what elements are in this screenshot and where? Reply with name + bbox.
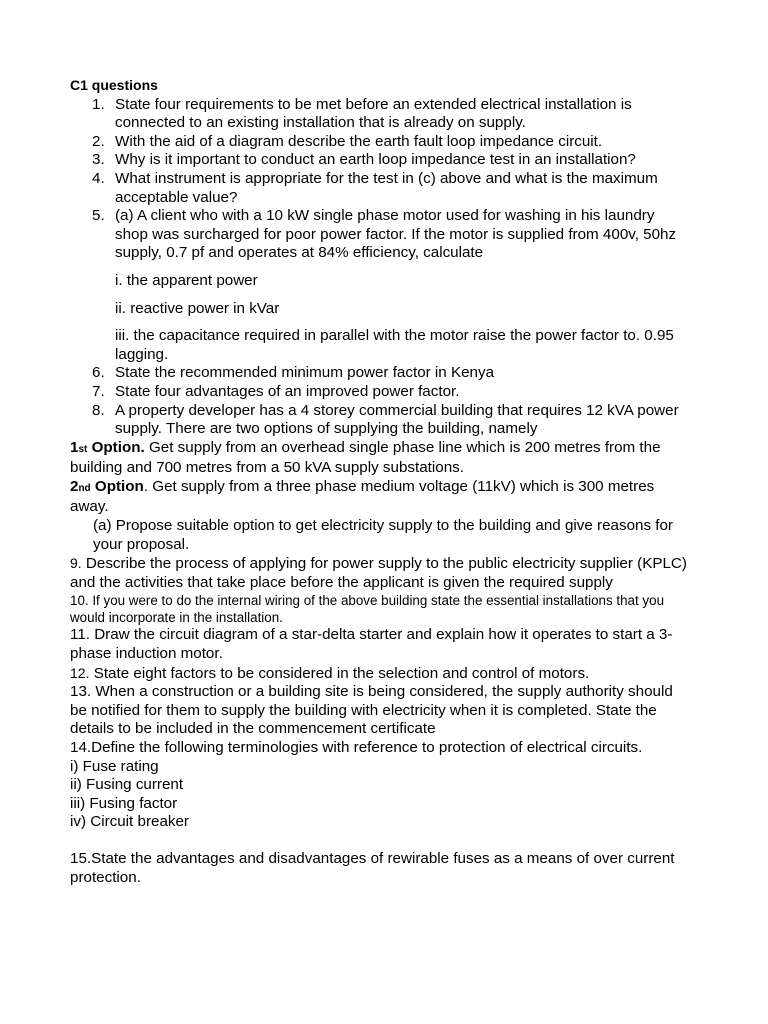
question-4 xyxy=(70,170,690,207)
question-list-1 xyxy=(70,96,690,263)
question-number: 1. xyxy=(92,95,105,113)
question-number: 4. xyxy=(92,169,105,187)
question-3 xyxy=(70,151,690,170)
question-12: 12. State eight factors to be considered in the selection and control of motors. xyxy=(70,664,590,682)
q5-sub-i: i. the apparent power xyxy=(115,271,258,289)
q5-sub-iii: iii. the capacitance required in parallel with the motor raise the power factor to. 0.95 lagging. xyxy=(115,327,674,363)
q5-sub-ii: ii. reactive power in kVar xyxy=(115,299,280,317)
question-10: 10. If you were to do the internal wiring of the above building state the essential installations that you would incorporate in the installation. xyxy=(70,593,665,626)
question-11: 11. Draw the circuit diagram of a star-delta starter and explain how it operates to start a 3-phase induction motor. xyxy=(70,626,673,663)
question-text: State four requirements to be met before an extended electrical installation is connected to an existing installation that is already on supply. xyxy=(115,95,632,132)
question-text: (a) A client who with a 10 kW single phase motor used for washing in his laundry shop was surcharged for poor power factor. If the motor is supplied from 400v, 50hz supply, 0.7 pf and operates at 84% efficiency, calculate xyxy=(115,207,677,262)
option-2: 2nd Option. Get supply from a three phase medium voltage (11kV) which is 300 metres away. xyxy=(70,477,655,516)
question-7 xyxy=(70,383,690,402)
q14-item-2: ii) Fusing current xyxy=(70,776,184,794)
q14-item-1: i) Fuse rating xyxy=(70,757,159,775)
question-text: State four advantages of an improved power factor. xyxy=(115,382,460,400)
page-heading: C1 questions xyxy=(70,77,158,93)
question-6 xyxy=(70,364,690,383)
q14-item-4: iv) Circuit breaker xyxy=(70,813,189,831)
question-8a: (a) Propose suitable option to get electricity supply to the building and give reasons for your proposal. xyxy=(93,517,673,553)
question-15: 15.State the advantages and disadvantages of rewirable fuses as a means of over current protection. xyxy=(70,849,675,886)
q14-item-3: iii) Fusing factor xyxy=(70,794,178,812)
question-number: 6. xyxy=(92,364,105,382)
question-text: A property developer has a 4 storey commercial building that requires 12 kVA power supply. There are two options of supplying the building, namely xyxy=(115,401,679,438)
question-text: With the aid of a diagram describe the earth fault loop impedance circuit. xyxy=(115,132,603,150)
option-1: 1st Option. Get supply from an overhead single phase line which is 200 metres from the building and 700 metres from a 50 kVA supply substations. xyxy=(70,438,661,477)
question-13: 13. When a construction or a building site is being considered, the supply authority should be notified for them to supply the building with electricity when it is completed. State the details to be included in the commencement certificate xyxy=(70,683,673,738)
question-text: Why is it important to conduct an earth loop impedance test in an installation? xyxy=(115,151,636,169)
question-number: 5. xyxy=(92,207,105,225)
question-8 xyxy=(70,402,690,439)
question-list-2 xyxy=(70,364,690,438)
question-14: 14.Define the following terminologies with reference to protection of electrical circuits. xyxy=(70,739,643,756)
question-1 xyxy=(70,96,690,133)
question-text: What instrument is appropriate for the test in (c) above and what is the maximum acceptable value? xyxy=(115,169,658,206)
question-5 xyxy=(70,207,690,263)
document-page xyxy=(70,76,690,887)
question-text: State the recommended minimum power factor in Kenya xyxy=(115,364,495,382)
question-number: 7. xyxy=(92,382,105,400)
question-number: 8. xyxy=(92,401,105,419)
question-2 xyxy=(70,133,690,152)
question-9: 9. Describe the process of applying for power supply to the public electricity supplier (KPLC) and the activities that take place before the applicant is given the required supply xyxy=(70,555,687,591)
question-number: 3. xyxy=(92,151,105,169)
question-number: 2. xyxy=(92,132,105,150)
